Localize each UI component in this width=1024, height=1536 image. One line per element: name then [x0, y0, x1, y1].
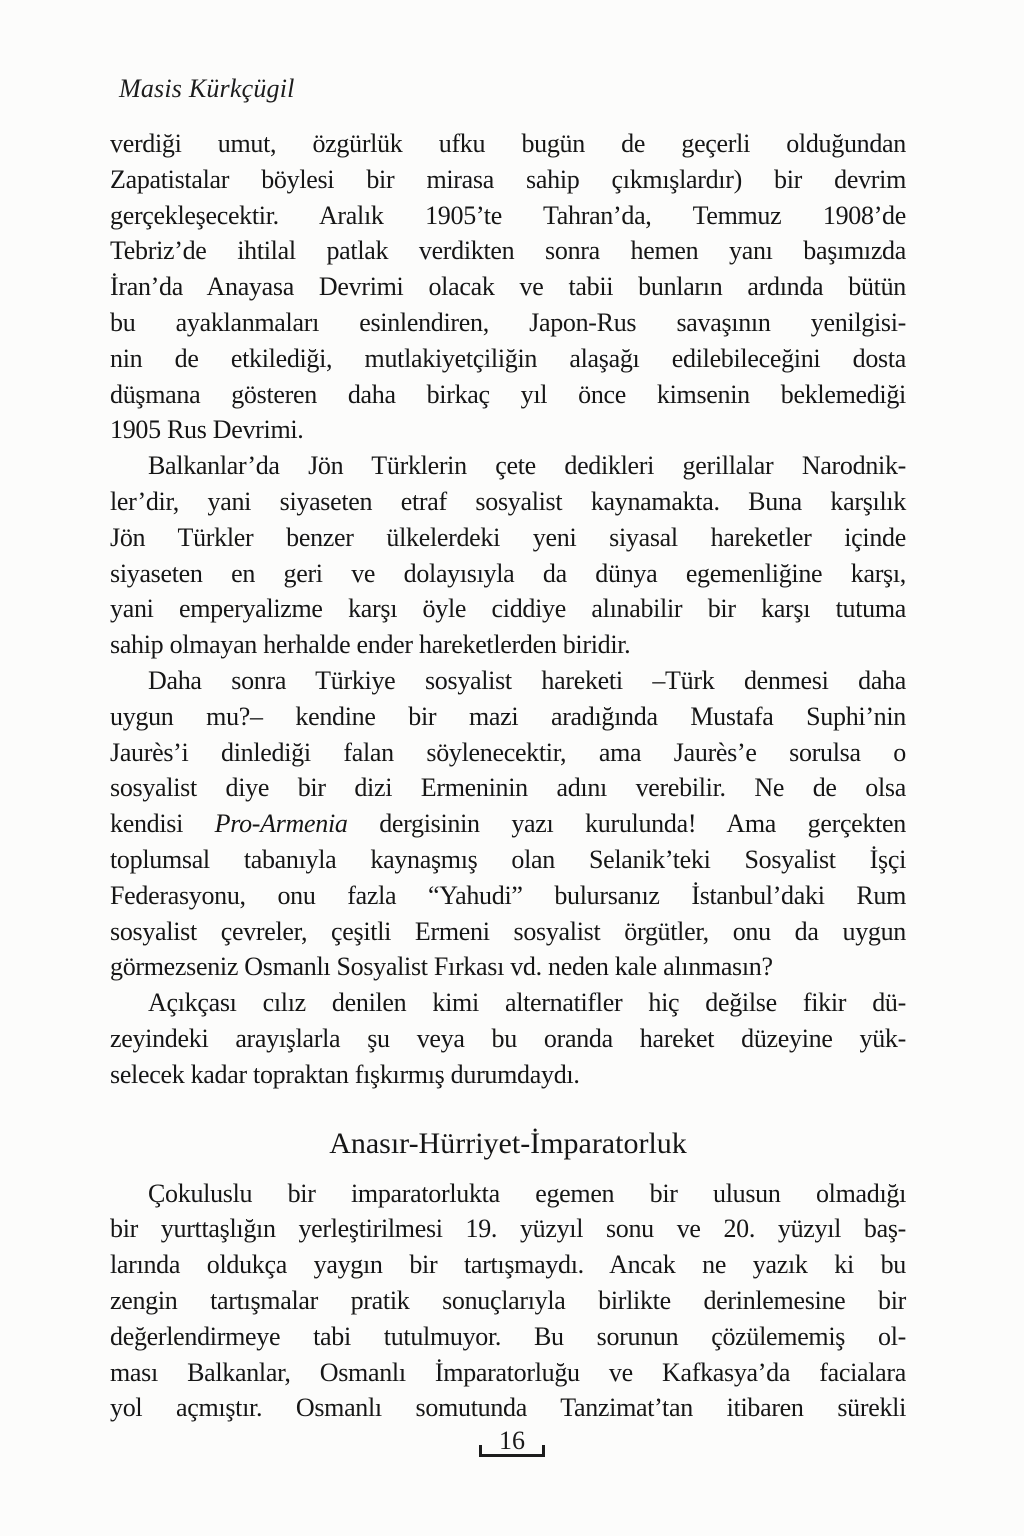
- text-line: Açıkçası cılız denilen kimi alternatifler hiç değilse fikir dü-: [148, 988, 906, 1018]
- text-line: toplumsal tabanıyla kaynaşmış olan Selanik’teki Sosyalist İşçi: [110, 844, 906, 874]
- text-line: Daha sonra Türkiye sosyalist hareketi –Türk denmesi daha: [148, 665, 906, 695]
- text-line: yani emperyalizme karşı öyle ciddiye alınabilir bir karşı tutuma: [110, 594, 906, 624]
- text-line: gerçekleşecektir. Aralık 1905’te Tahran’da, Temmuz 1908’de: [110, 200, 906, 230]
- text-line: Zapatistalar böylesi bir mirasa sahip çıkmışlardır) bir devrim: [110, 164, 906, 194]
- text-line: sosyalist çevreler, çeşitli Ermeni sosyalist örgütler, onu da uygun: [110, 916, 906, 946]
- text-line: bu ayaklanmaları esinlendiren, Japon-Rus savaşının yenilgisi-: [110, 307, 906, 337]
- page-content: [110, 126, 906, 1426]
- text-line: Tebriz’de ihtilal patlak verdikten sonra hemen yanı başımızda: [110, 236, 906, 266]
- page-footer: [0, 1428, 1024, 1457]
- text-line: siyaseten en geri ve dolayısıyla da dünya egemenliğine karşı,: [110, 558, 906, 588]
- text-line: zeyindeki arayışlarla şu veya bu oranda hareket düzeyine yük-: [110, 1023, 906, 1053]
- paragraph: [110, 985, 906, 1092]
- text-line: verdiği umut, özgürlük ufku bugün de geçerli olduğundan: [110, 129, 906, 158]
- text-line: yol açmıştır. Osmanlı somutunda Tanzimat’tan itibaren sürekli: [110, 1393, 906, 1423]
- paragraph: [110, 448, 906, 663]
- text-line: uygun mu?– kendine bir mazi aradığında Mustafa Suphi’nin: [110, 701, 906, 731]
- text-line: Jön Türkler benzer ülkelerdeki yeni siyasal hareketler içinde: [110, 522, 906, 552]
- text-line: Federasyonu, onu fazla “Yahudi” bulursanız İstanbul’daki Rum: [110, 880, 906, 910]
- text-line: bir yurttaşlığın yerleştirilmesi 19. yüzyıl sonu ve 20. yüzyıl baş-: [110, 1214, 906, 1244]
- text-line: İran’da Anayasa Devrimi olacak ve tabii bunların ardında bütün: [110, 272, 906, 302]
- text-line: düşmana gösteren daha birkaç yıl önce kimsenin beklemediği: [110, 379, 906, 409]
- paragraph: [110, 126, 906, 448]
- page-number: 16: [499, 1426, 525, 1455]
- text-line: 1905 Rus Devrimi.: [110, 415, 304, 445]
- text-line: Balkanlar’da Jön Türklerin çete dedikleri gerillalar Narodnik-: [148, 451, 906, 481]
- text-line: Jaurès’i dinlediği falan söylenecektir, ama Jaurès’e sorulsa o: [110, 737, 906, 767]
- text-line: ması Balkanlar, Osmanlı İmparatorluğu ve Kafkasya’da facialara: [110, 1357, 906, 1387]
- running-header-author: Masis Kürkçügil: [119, 74, 295, 103]
- text-line: nin de etkilediği, mutlakiyetçiliğin alaşağı edilebileceğini dosta: [110, 343, 906, 373]
- text-line: ler’dir, yani siyaseten etraf sosyalist kaynamakta. Buna karşılık: [110, 486, 906, 516]
- text-line: sahip olmayan herhalde ender hareketlerden biridir.: [110, 630, 631, 660]
- text-line: değerlendirmeye tabi tutulmuyor. Bu sorunun çözülememiş ol-: [110, 1321, 906, 1351]
- text-line: görmezseniz Osmanlı Sosyalist Fırkası vd. neden kale alınmasın?: [110, 952, 773, 982]
- text-line: larında oldukça yaygın bir tartışmaydı. Ancak ne yazık ki bu: [110, 1250, 906, 1280]
- text-line: sosyalist diye bir dizi Ermeninin adını verebilir. Ne de olsa: [110, 773, 906, 803]
- text-line: kendisi Pro-Armenia dergisinin yazı kurulunda! Ama gerçekten: [110, 809, 906, 839]
- text-line: Çokuluslu bir imparatorlukta egemen bir ulusun olmadığı: [148, 1178, 906, 1208]
- paragraph: [110, 663, 906, 985]
- section-heading: Anasır-Hürriyet-İmparatorluk: [329, 1126, 687, 1160]
- text-line: zengin tartışmalar pratik sonuçlarıyla birlikte derinlemesine bir: [110, 1285, 906, 1315]
- text-line: selecek kadar topraktan fışkırmış durumdaydı.: [110, 1059, 580, 1089]
- paragraph: [110, 1176, 906, 1427]
- italic-text: Pro-Armenia: [214, 809, 348, 839]
